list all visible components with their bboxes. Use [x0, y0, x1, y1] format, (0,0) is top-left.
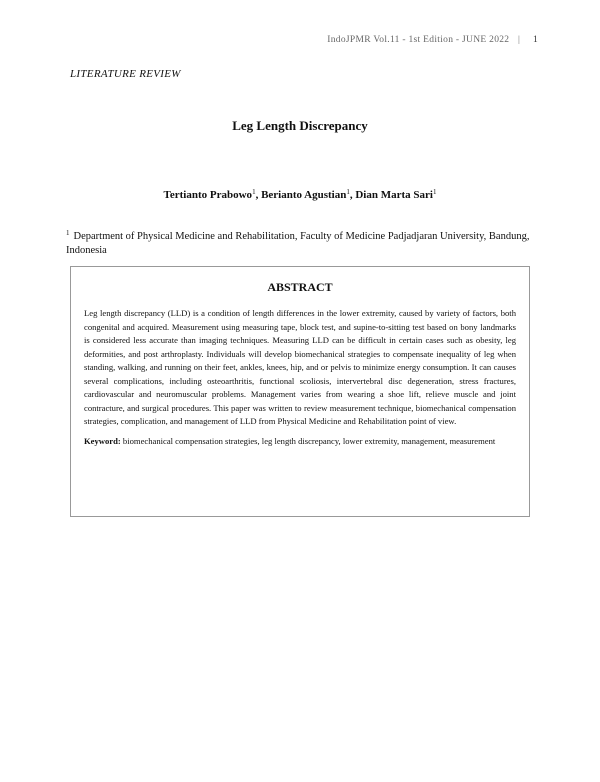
section-label: LITERATURE REVIEW — [70, 68, 181, 80]
running-header — [327, 35, 538, 45]
keyword-label: Keyword: — [84, 435, 121, 446]
author-name: Berianto Agustian — [261, 189, 347, 201]
keyword-list: biomechanical compensation strategies, leg length discrepancy, lower extremity, management, measurement — [122, 435, 496, 446]
affiliation-mark: 1 — [66, 229, 70, 237]
abstract-box — [70, 266, 530, 517]
author-name: Dian Marta Sari — [355, 189, 433, 201]
page-number: 1 — [532, 35, 538, 45]
keywords — [84, 435, 516, 449]
abstract-body: Leg length discrepancy (LLD) is a condition of length differences in the lower extremity, caused by variety of factors, both congenital and acquired. Measurement using measuring tape, block test, and supine-to-sitting test based on bony landmarks is considered less accurate than imaging techniques. Measuring LLD can be difficult in certain cases such as obesity, leg deformities, and post arthroplasty. Individuals will develop biomechanical strategies to compensate inequality of leg when standing, walking, and running on their feet, ankles, knees, hip, and or pelvis to minimize energy consumption. It can causes several complications, including osteoarthritis, functional scoliosis, intervertebral disc degeneration, stress fractures, cardiovascular and neuromuscular problems. Management varies from wearing a shoe lift, relieve muscle and joint contracture, and surgical procedures. This paper was written to review measurement technique, biomechanical compensation strategies, complication, and management of LLD from Physical Medicine and Rehabilitation point of view. — [84, 308, 516, 426]
author-affiliation-mark: 1 — [432, 188, 437, 196]
paper-title: Leg Length Discrepancy — [232, 118, 368, 133]
author-name: Tertianto Prabowo — [163, 189, 253, 201]
affiliation-text: Department of Physical Medicine and Rehabilitation, Faculty of Medicine Padjadjaran University, Bandung, Indonesia — [66, 231, 530, 256]
journal-name: IndoJPMR Vol.11 - 1st Edition - JUNE 2022 — [327, 35, 510, 45]
author-list — [0, 188, 600, 201]
author-affiliation-mark: 1 — [346, 188, 350, 196]
abstract-heading: ABSTRACT — [267, 280, 333, 294]
author-separator: , — [255, 189, 262, 201]
affiliation — [66, 226, 531, 258]
author-affiliation-mark: 1 — [252, 188, 256, 196]
author-separator: , — [349, 189, 356, 201]
header-separator: | — [518, 35, 521, 45]
